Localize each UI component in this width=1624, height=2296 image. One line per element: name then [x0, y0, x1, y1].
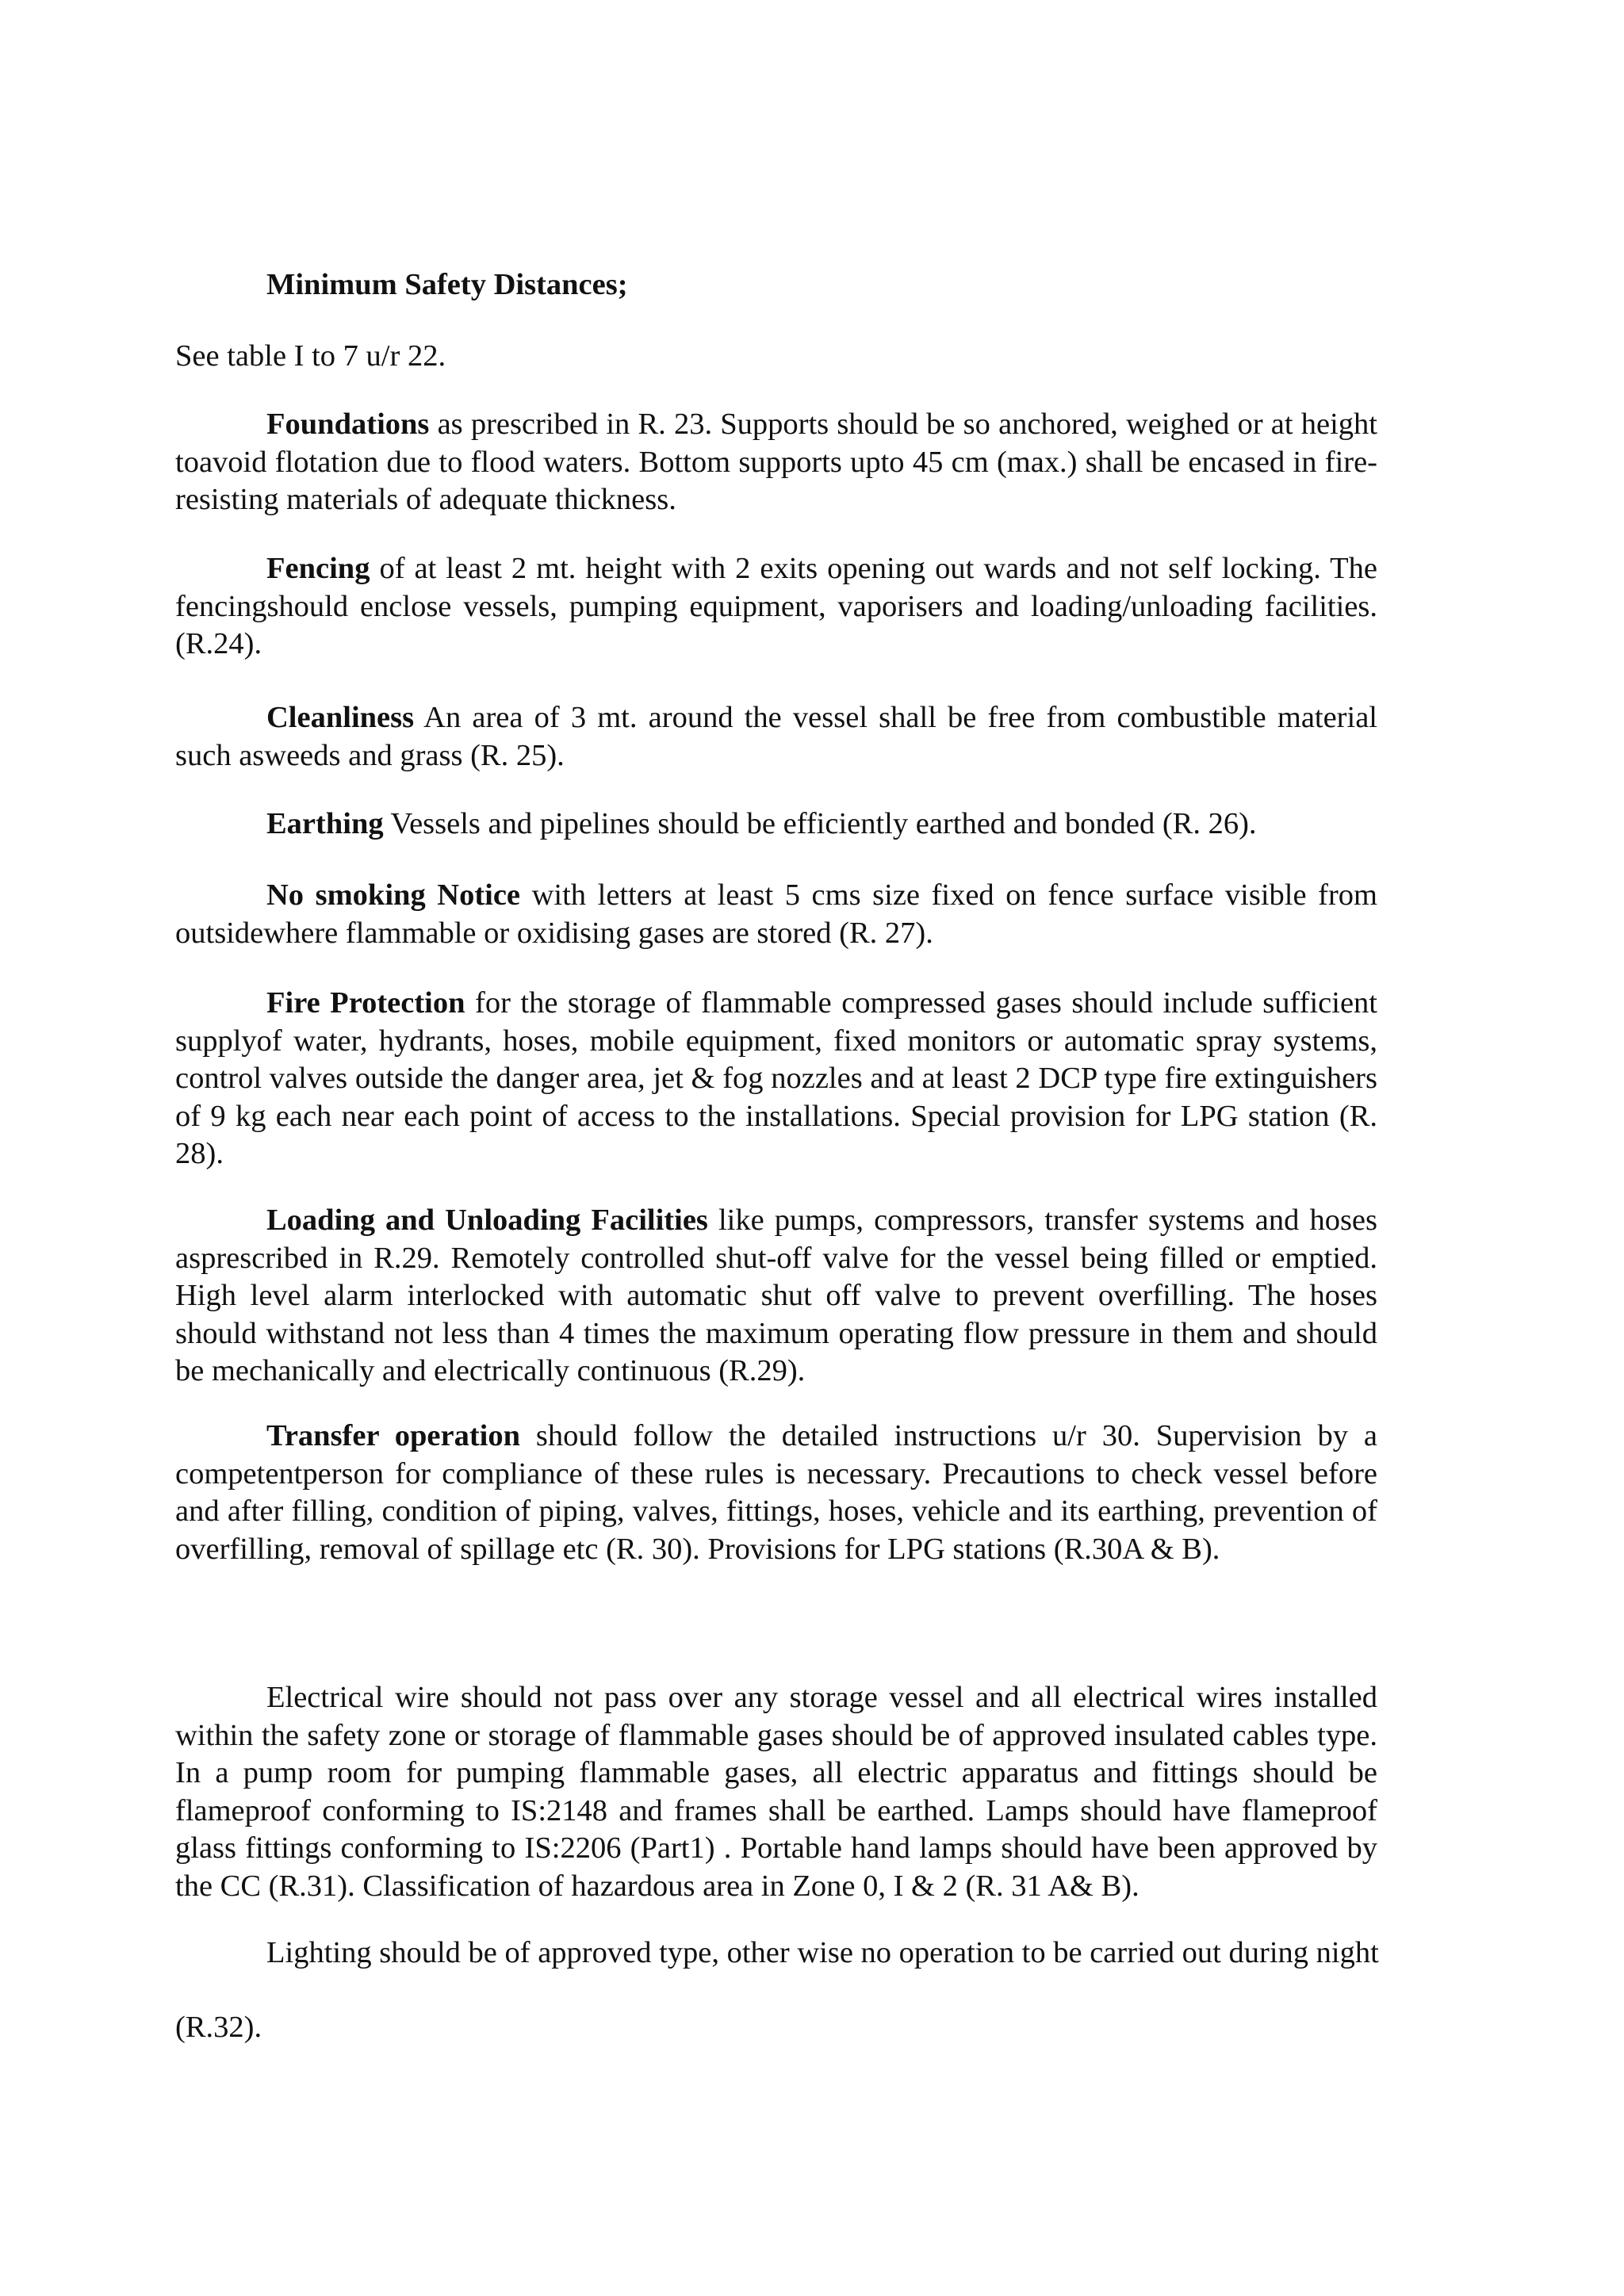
paragraph-lead: Fencing: [266, 552, 370, 585]
paragraph-electrical: [175, 1679, 1377, 1905]
paragraph-body: as prescribed in R. 23. Supports should be so anchored, weighed or at height toavoid flotation due to flood waters. Bottom supports upto 45 cm (max.) shall be encased in fire-resisting materials of adequate thickness.: [175, 408, 1377, 516]
paragraph-loading-unloading: [175, 1202, 1377, 1391]
paragraph-body: should follow the detailed instructions u/r 30. Supervision by a competentperson for compliance of these rules is necessary. Precautions to check vessel before and after filling, condition of piping, valves, fittings, hoses, vehicle and its earthing, prevention of overfilling, removal of spillage etc (R. 30). Provisions for LPG stations (R.30A & B).: [175, 1419, 1377, 1566]
paragraph-lead: No smoking Notice: [266, 878, 521, 912]
paragraph-body: of at least 2 mt. height with 2 exits opening out wards and not self locking. The fencingshould enclose vessels, pumping equipment, vaporisers and loading/unloading facilities. (R.24).: [175, 552, 1377, 660]
paragraph-body: Vessels and pipelines should be efficiently earthed and bonded (R. 26).: [383, 807, 1257, 840]
paragraph-no-smoking: [175, 877, 1377, 952]
paragraph-fencing: [175, 550, 1377, 664]
paragraph-transfer-operation: [175, 1418, 1377, 1568]
paragraph-body: for the storage of flammable compressed gases should include sufficient supplyof water, hydrants, hoses, mobile equipment, fixed monitors or automatic spray systems, control valves outside the danger area, jet & fog nozzles and at least 2 DCP type fire extinguishers of 9 kg each near each point of access to the installations. Special provision for LPG station (R. 28).: [175, 986, 1377, 1170]
paragraph-lead: Fire Protection: [266, 986, 465, 1020]
paragraph-lead: Earthing: [266, 807, 384, 840]
paragraph-lead: Transfer operation: [266, 1419, 521, 1452]
lighting-reference: (R.32).: [175, 2011, 262, 2044]
paragraph-body: like pumps, compressors, transfer systems and hoses asprescribed in R.29. Remotely controlled shut-off valve for the vessel being filled or emptied. High level alarm interlocked with automatic shut off valve to prevent overfilling. The hoses should withstand not less than 4 times the maximum operating flow pressure in them and should be mechanically and electrically continuous (R.29).: [175, 1203, 1377, 1387]
paragraph-body: An area of 3 mt. around the vessel shall be free from combustible material such asweeds and grass (R. 25).: [175, 701, 1377, 772]
paragraph-earthing: [175, 806, 1377, 844]
paragraph-lead: Cleanliness: [266, 701, 415, 734]
paragraph-foundations: [175, 406, 1377, 519]
paragraph-lead: Loading and Unloading Facilities: [266, 1203, 708, 1237]
paragraph-body: with letters at least 5 cms size fixed on fence surface visible from outsidewhere flammable or oxidising gases are stored (R. 27).: [175, 878, 1378, 950]
paragraph-body: Electrical wire should not pass over any storage vessel and all electrical wires installed within the safety zone or storage of flammable gases should be of approved insulated cables type. In a pump room for pumping flammable gases, all electric apparatus and fittings should be flameproof conforming to IS:2148 and frames shall be earthed. Lamps should have flameproof glass fittings conforming to IS:2206 (Part1) . Portable hand lamps should have been approved by the CC (R.31). Classification of hazardous area in Zone 0, I & 2 (R. 31 A& B).: [175, 1681, 1377, 1903]
paragraph-cleanliness: [175, 699, 1377, 775]
see-table-line: See table I to 7 u/r 22.: [175, 339, 446, 373]
paragraph-lighting: Lighting should be of approved type, other wise no operation to be carried out during night: [266, 1936, 1379, 1969]
paragraph-lead: Foundations: [266, 408, 430, 441]
paragraph-fire-protection: [175, 985, 1377, 1173]
section-heading: Minimum Safety Distances;: [266, 268, 628, 301]
